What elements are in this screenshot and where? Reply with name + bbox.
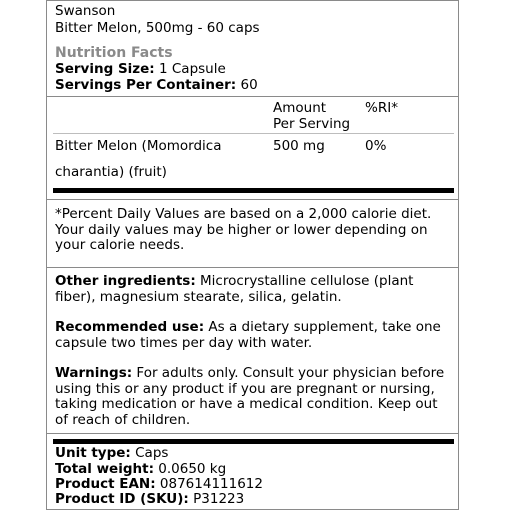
total-weight-label: Total weight:: [55, 461, 154, 477]
warnings-line2: using this or any product if you are pregnant or nursing,: [55, 380, 435, 397]
recommended-use-line2: capsule two times per day with water.: [55, 334, 313, 351]
unit-type-label: Unit type:: [55, 445, 131, 461]
other-ingredients-label: Other ingredients:: [55, 273, 196, 289]
product-title: Bitter Melon, 500mg - 60 caps: [55, 20, 260, 36]
total-weight-value: 0.0650 kg: [153, 461, 227, 477]
other-ingredients-line2: fiber), magnesium stearate, silica, gelatin.: [55, 288, 342, 305]
serving-size-label: Serving Size:: [55, 61, 155, 77]
nutrition-facts-title: Nutrition Facts: [55, 45, 173, 61]
amount-header-line1: Amount: [273, 100, 327, 116]
product-ean-value: 087614111612: [155, 476, 263, 492]
ingredient-name-line2: charantia) (fruit): [55, 164, 167, 180]
other-ingredients-text1: Microcrystalline cellulose (plant: [195, 273, 414, 289]
serving-size: [55, 61, 452, 77]
warnings-line4: of reach of children.: [55, 411, 191, 428]
recommended-use-line1: [55, 320, 452, 336]
serving-size-value: 1 Capsule: [159, 61, 226, 77]
product-ean: [55, 476, 452, 492]
amount-header-line2: Per Serving: [273, 116, 351, 132]
unit-type-value: Caps: [130, 445, 169, 461]
table-divider: [53, 133, 454, 134]
ri-header: %RI*: [365, 100, 398, 116]
recommended-use-label: Recommended use:: [55, 319, 205, 335]
divider: [47, 96, 458, 97]
unit-type: [55, 445, 452, 461]
product-sku: [55, 491, 452, 507]
ingredient-name-line1: Bitter Melon (Momordica: [55, 138, 222, 154]
divider: [47, 267, 458, 268]
supplement-facts-panel: [46, 0, 459, 510]
product-ean-label: Product EAN:: [55, 476, 156, 492]
brand-name: Swanson: [55, 3, 116, 19]
servings-per-container-value: 60: [240, 77, 258, 93]
warnings-line3: taking medication or have a medical condition. Keep out: [55, 396, 438, 412]
divider: [47, 433, 458, 434]
product-sku-label: Product ID (SKU):: [55, 491, 189, 507]
daily-values-line1: *Percent Daily Values are based on a 2,000 calorie diet.: [55, 206, 432, 222]
ingredient-amount: 500 mg: [273, 138, 325, 154]
daily-values-line3: your calorie needs.: [55, 237, 185, 253]
ingredient-ri: 0%: [365, 138, 387, 154]
total-weight: [55, 461, 452, 477]
other-ingredients-line1: [55, 274, 452, 290]
divider: [47, 199, 458, 200]
servings-per-container-label: Servings Per Container:: [55, 77, 237, 93]
warnings-line1: [55, 366, 452, 382]
daily-values-line2: Your daily values may be higher or lower depending on: [55, 221, 428, 238]
recommended-use-text1: As a dietary supplement, take one: [204, 319, 441, 335]
warnings-text1: For adults only. Consult your physician before: [132, 365, 445, 381]
warnings-label: Warnings:: [55, 365, 133, 381]
product-sku-value: P31223: [188, 491, 245, 507]
servings-per-container: [55, 77, 452, 93]
thick-rule: [53, 439, 454, 444]
thick-rule: [53, 188, 454, 193]
